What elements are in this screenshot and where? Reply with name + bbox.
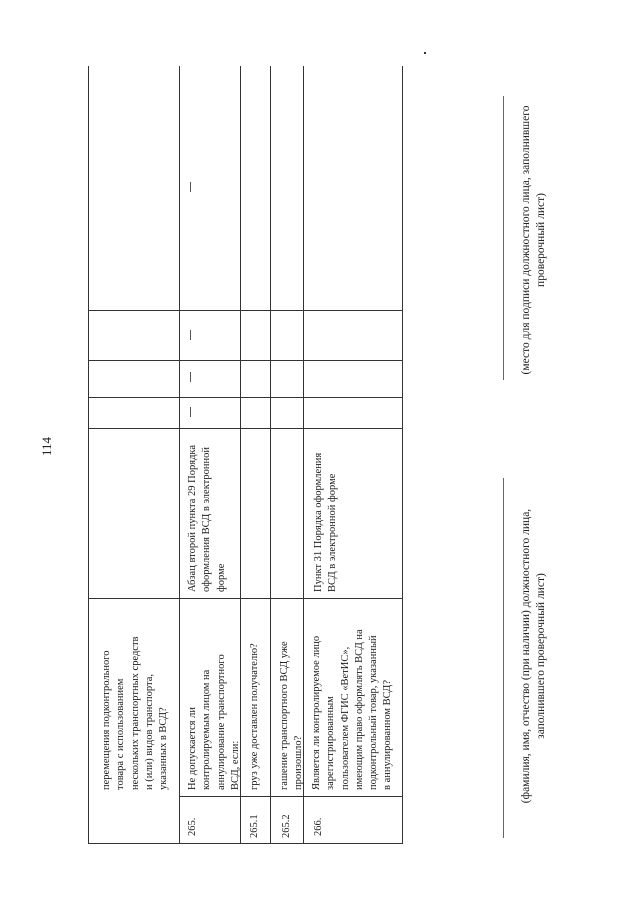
- row-2-question: груз уже доставлен получателю?: [249, 643, 260, 790]
- col-line-c5: [88, 360, 402, 361]
- row-1-number: 265.: [187, 817, 198, 836]
- footnote-name: (фамилия, имя, отчество (при наличии) должностного лица, заполнившего проверочный лист): [520, 508, 547, 804]
- row-line-3: [270, 66, 271, 844]
- footnote-signature: (место для подписи должностного лица, заполнившего проверочный лист): [520, 105, 547, 375]
- dash-mark: [190, 182, 191, 192]
- signature-line-name: [503, 478, 504, 838]
- row-1-reference: Абзац второй пункта 29 Порядка оформления ВСД в электронной форме: [187, 444, 227, 592]
- row-3-question: гашение транспортного ВСД уже произошло?: [279, 641, 305, 790]
- col-line-num: [179, 796, 402, 797]
- col-line-question: [88, 598, 402, 599]
- signature-line-sign: [503, 96, 504, 380]
- row-4-number: 266.: [313, 817, 324, 836]
- scan-speck: [424, 52, 426, 54]
- row-line-0: [88, 66, 89, 844]
- row-1-question: Не допускается ли контролируемым лицом на аннулирование транспортного ВСД, если:: [187, 654, 241, 790]
- col-line-reference: [88, 428, 402, 429]
- dash-mark: [190, 330, 191, 340]
- row-3-number: 265.2: [281, 814, 292, 838]
- page-number: 114: [39, 436, 54, 456]
- col-line-c4: [88, 397, 402, 398]
- col-line-c6: [88, 310, 402, 311]
- row-2-number: 265.1: [249, 814, 260, 838]
- row-0-question: перемещения подконтрольного товара с использованием нескольких транспортных средств и (или) видов транспорта, указанных в ВСД?: [101, 636, 170, 790]
- dash-mark: [190, 372, 191, 382]
- row-4-reference: Пункт 31 Порядка оформления ВСД в электронной форме: [313, 452, 339, 592]
- row-4-question: Является ли контролируемое лицо зарегистрированным пользователем ФГИС «ВетИС», имеющим право оформлять ВСД на подконтрольный товар, указанный в аннулированном ВСД?: [311, 629, 394, 790]
- row-line-1: [179, 66, 180, 844]
- row-line-5: [402, 66, 403, 844]
- table-border-bottom: [88, 843, 402, 844]
- dash-mark: [190, 407, 191, 417]
